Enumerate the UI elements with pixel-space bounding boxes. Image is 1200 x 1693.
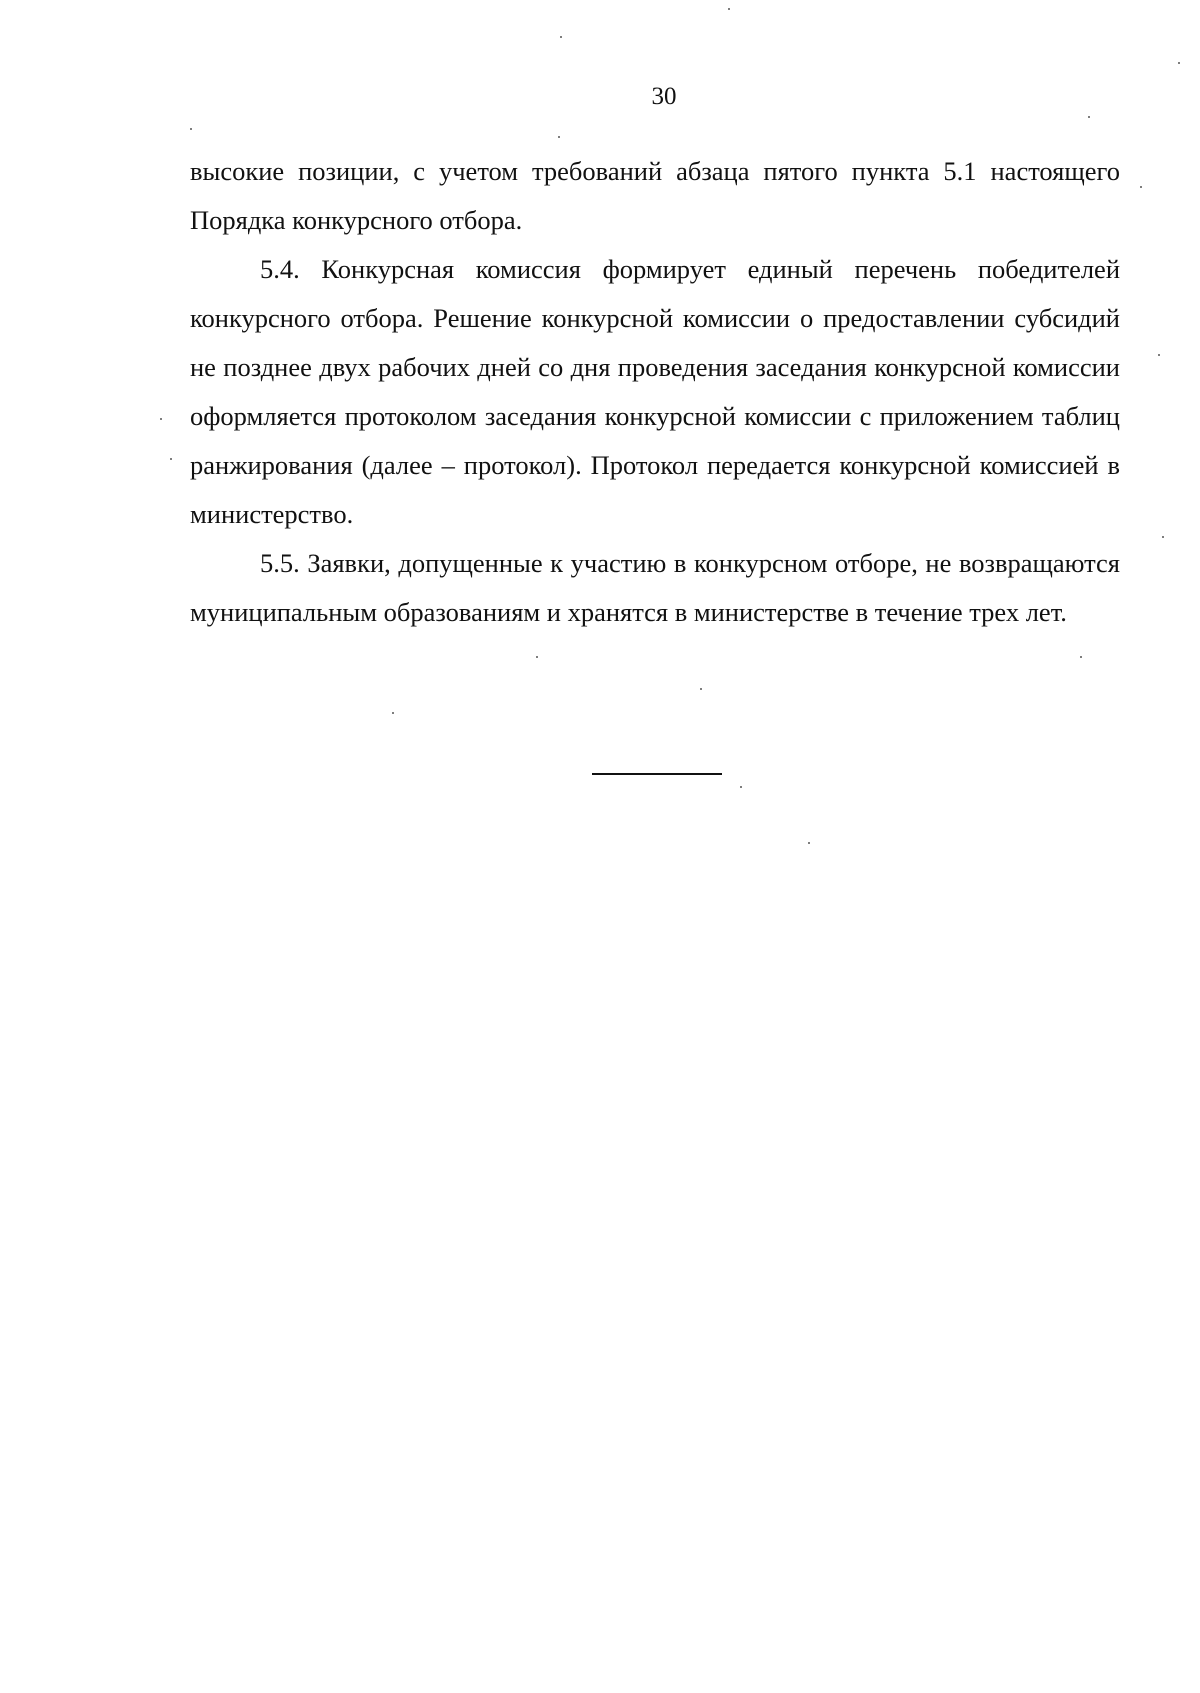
scan-speck — [558, 136, 560, 138]
paragraph-clause-5-4: 5.4. Конкурсная комиссия формирует единый перечень победителей конкурсного отбора. Решение конкурсной комиссии о предоставлении субсидий не позднее двух рабочих дней со дня проведения заседания конкурсной комиссии оформляется протоколом заседания конкурсной комиссии с приложением таблиц ранжирования (далее – протокол). Протокол передается конкурсной комиссией в министерство. — [190, 254, 1120, 529]
scan-speck — [1080, 656, 1082, 658]
scan-speck — [160, 418, 162, 420]
scan-speck — [1178, 62, 1180, 64]
scan-speck — [740, 786, 742, 788]
scan-speck — [536, 656, 538, 658]
scan-speck — [728, 8, 730, 10]
document-body — [190, 147, 1120, 637]
scan-speck — [1158, 354, 1160, 356]
scan-speck — [170, 458, 172, 460]
page-number: 30 — [651, 83, 677, 110]
paragraph-continuation: высокие позиции, с учетом требований абзаца пятого пункта 5.1 настоящего Порядка конкурсного отбора. — [190, 156, 1120, 235]
scan-speck — [700, 688, 702, 690]
paragraph-clause-5-5: 5.5. Заявки, допущенные к участию в конкурсном отборе, не возвращаются муниципальным образованиям и хранятся в министерстве в течение трех лет. — [190, 548, 1120, 627]
scan-speck — [1162, 536, 1164, 538]
scan-speck — [808, 842, 810, 844]
scan-speck — [1140, 186, 1142, 188]
scan-speck — [560, 36, 562, 38]
scan-speck — [392, 712, 394, 714]
closing-rule — [592, 773, 722, 775]
scan-speck — [1088, 116, 1090, 118]
scan-speck — [190, 128, 192, 130]
